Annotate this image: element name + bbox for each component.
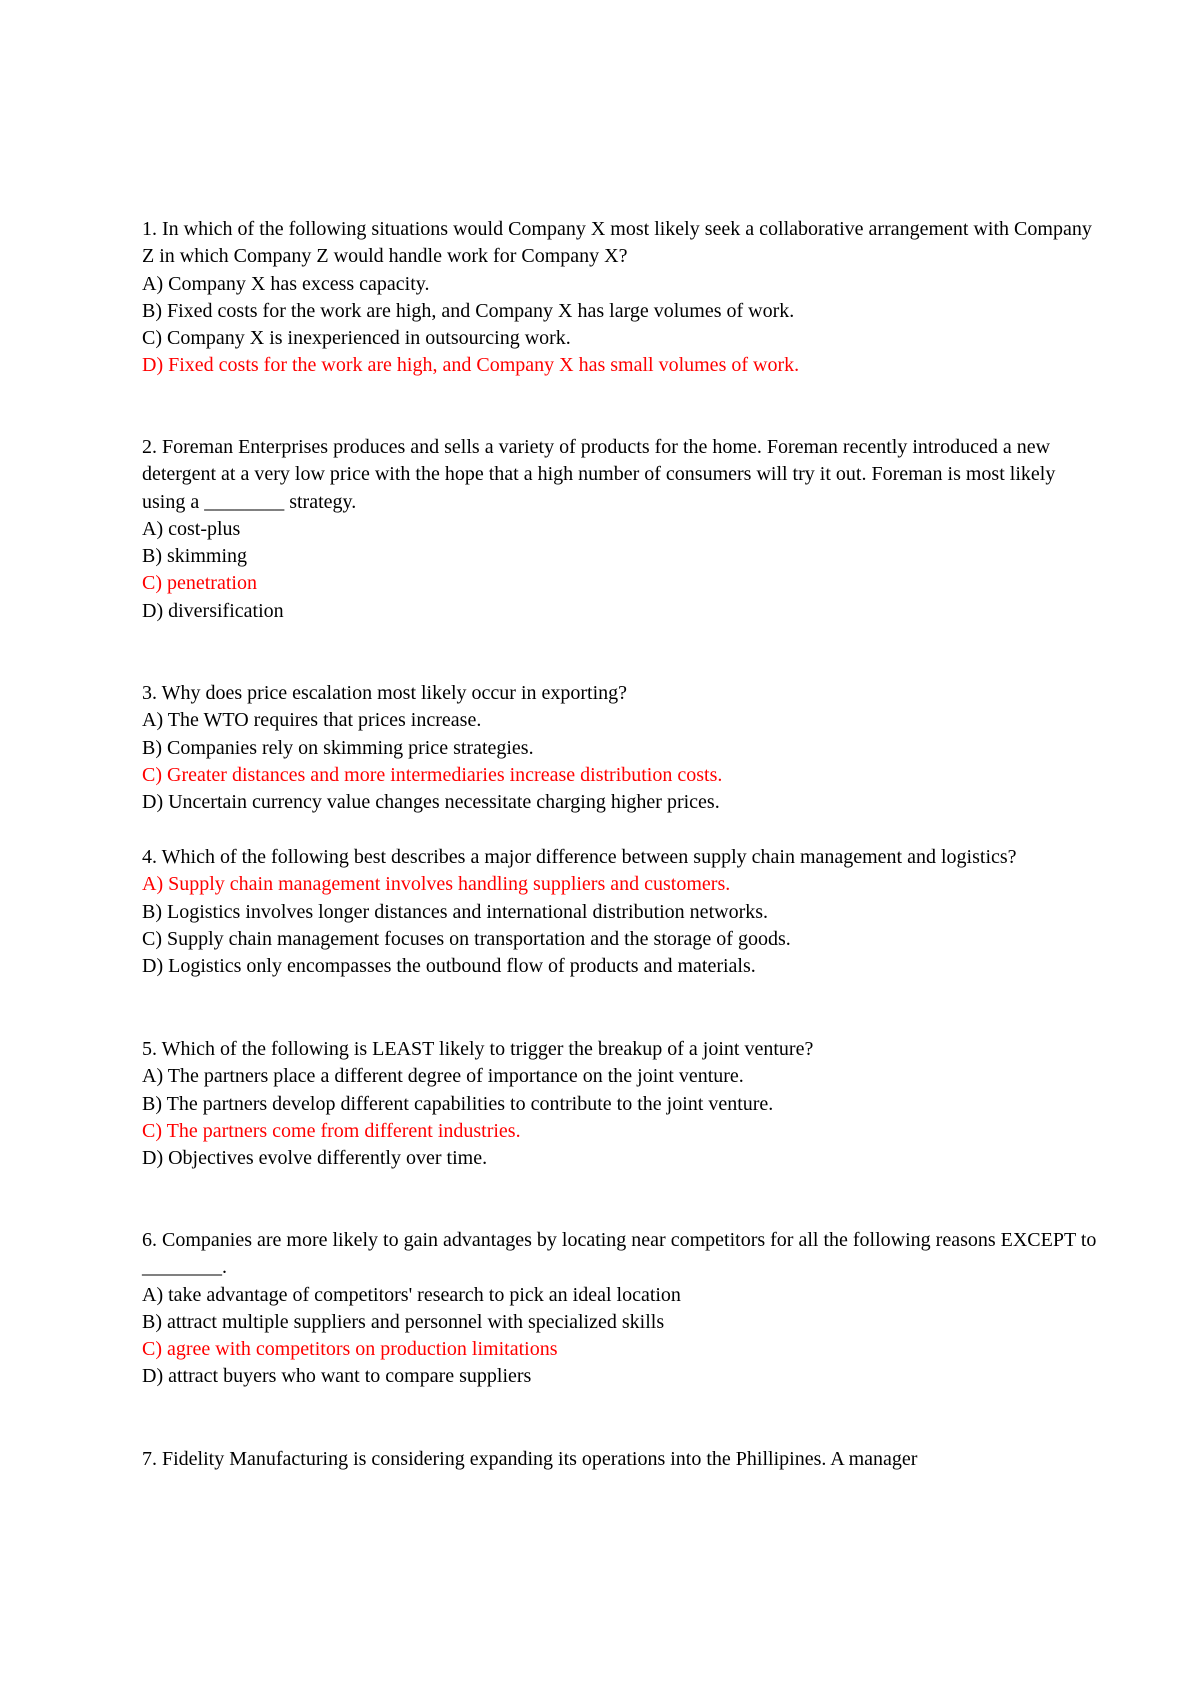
question-1 [142,216,1102,380]
question-6 [142,1227,1102,1391]
option-b: B) The partners develop different capabilities to contribute to the joint venture. [142,1092,774,1115]
option-d: D) attract buyers who want to compare suppliers [142,1365,532,1388]
option-b: B) Companies rely on skimming price strategies. [142,736,534,759]
question-stem: 6. Companies are more likely to gain advantages by locating near competitors for all the following reasons EXCEPT to ________. [142,1229,1097,1279]
option-a: A) Company X has excess capacity. [142,272,430,295]
option-c: C) Company X is inexperienced in outsourcing work. [142,327,571,350]
question-stem: 5. Which of the following is LEAST likely to trigger the breakup of a joint venture? [142,1038,814,1060]
option-d: D) diversification [142,599,284,622]
option-a: A) cost-plus [142,517,241,540]
question-7 [142,1446,1102,1473]
option-a: A) take advantage of competitors' research to pick an ideal location [142,1283,681,1306]
option-c: C) Greater distances and more intermediaries increase distribution costs. [142,763,723,786]
option-a: A) The partners place a different degree of importance on the joint venture. [142,1065,744,1088]
question-stem: 7. Fidelity Manufacturing is considering expanding its operations into the Phillipines. A manager [142,1448,918,1470]
option-c: C) Supply chain management focuses on transportation and the storage of goods. [142,927,791,950]
option-b: B) Fixed costs for the work are high, and Company X has large volumes of work. [142,299,795,322]
option-c: C) penetration [142,572,257,595]
option-b: B) skimming [142,545,248,568]
question-5 [142,1036,1102,1172]
option-b: B) attract multiple suppliers and personnel with specialized skills [142,1310,665,1333]
option-a: A) The WTO requires that prices increase. [142,709,482,732]
question-2 [142,434,1102,625]
question-stem: 1. In which of the following situations would Company X most likely seek a collaborative arrangement with Company Z in which Company Z would handle work for Company X? [142,218,1092,268]
option-d: D) Logistics only encompasses the outbound flow of products and materials. [142,955,756,978]
option-c: C) agree with competitors on production limitations [142,1338,558,1361]
option-d: D) Objectives evolve differently over time. [142,1147,488,1170]
option-d: D) Uncertain currency value changes necessitate charging higher prices. [142,791,720,814]
question-stem: 2. Foreman Enterprises produces and sells a variety of products for the home. Foreman recently introduced a new detergent at a very low price with the hope that a high number of consumers will try it out. Foreman is most likely using a ________ strategy. [142,436,1056,513]
question-3 [142,680,1102,816]
question-stem: 4. Which of the following best describes a major difference between supply chain management and logistics? [142,846,1017,868]
option-c: C) The partners come from different industries. [142,1119,521,1142]
question-4 [142,844,1102,980]
question-stem: 3. Why does price escalation most likely occur in exporting? [142,682,628,704]
option-d: D) Fixed costs for the work are high, and Company X has small volumes of work. [142,354,800,377]
option-a: A) Supply chain management involves handling suppliers and customers. [142,873,731,896]
option-b: B) Logistics involves longer distances and international distribution networks. [142,900,769,923]
